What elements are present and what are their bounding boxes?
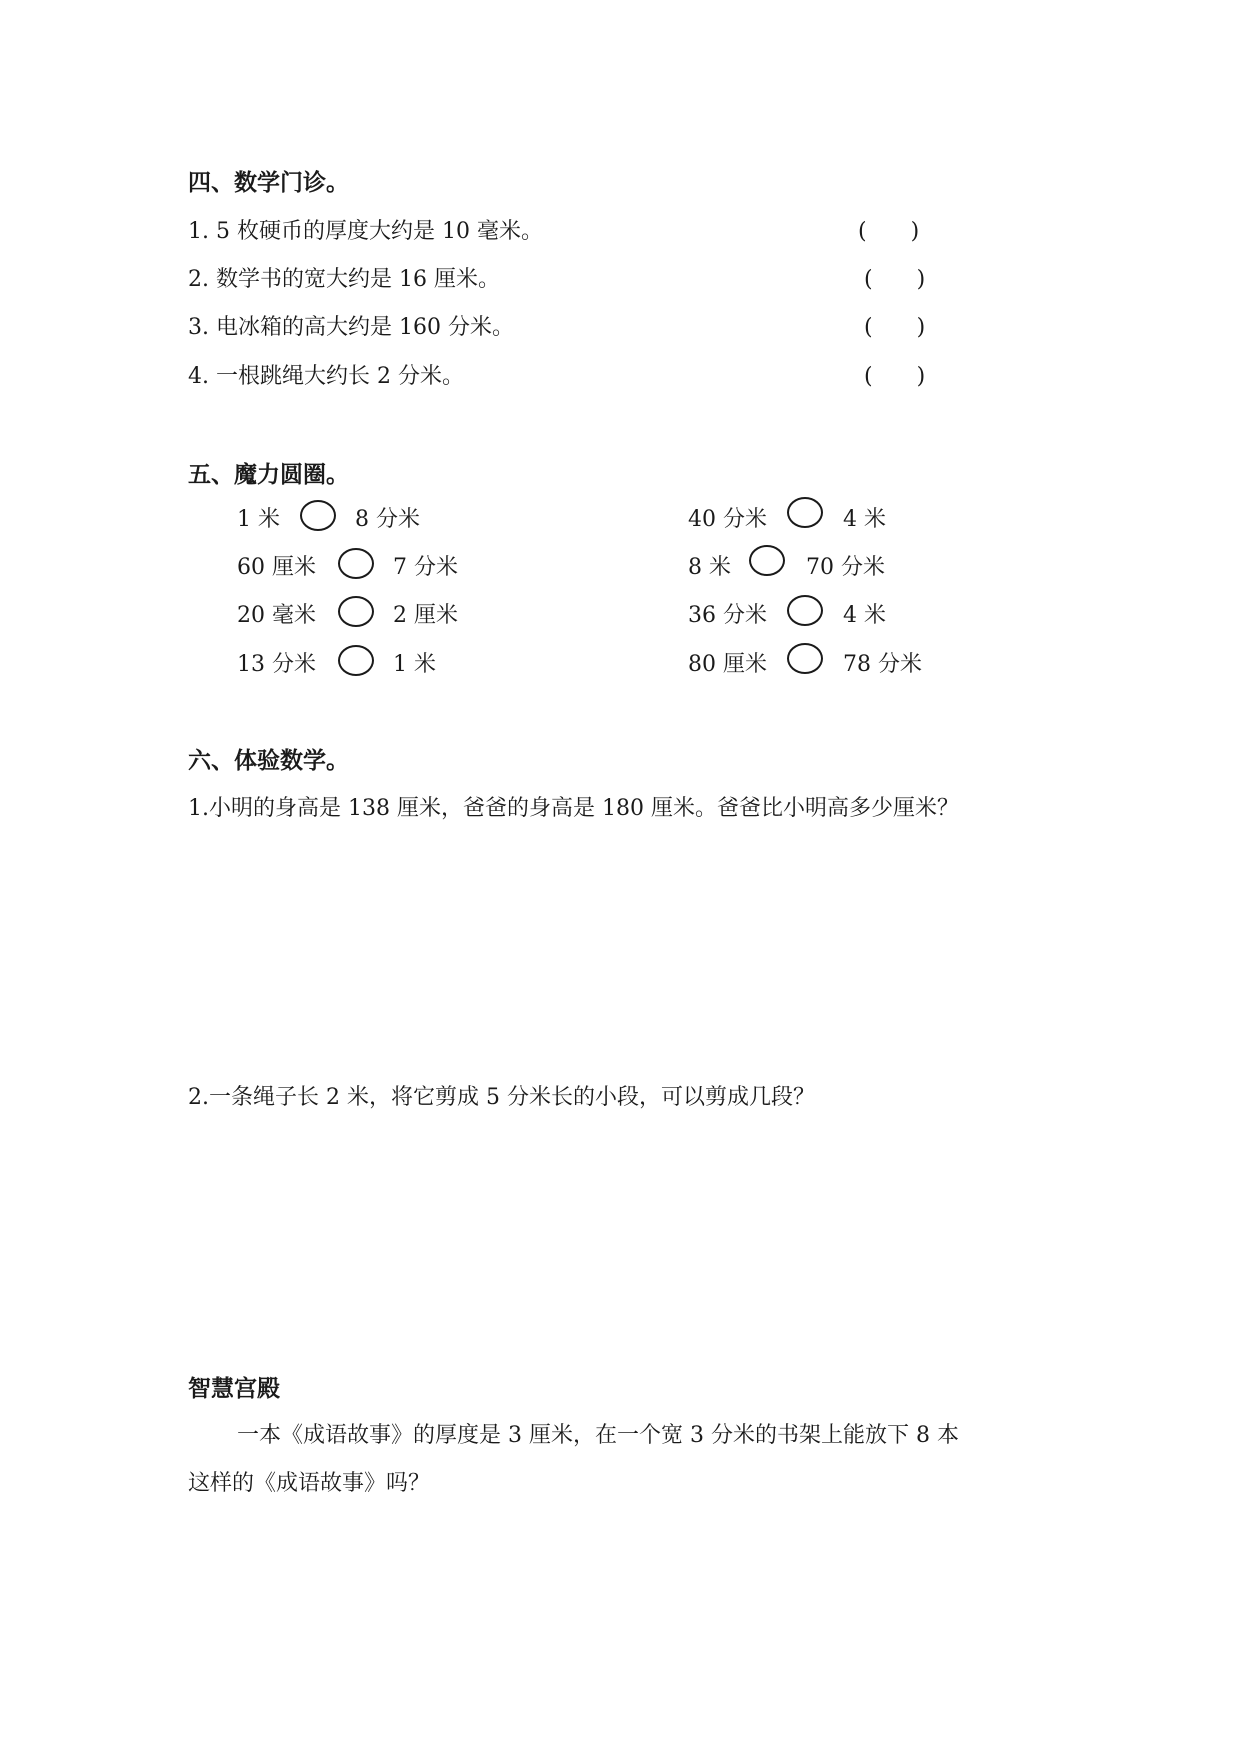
compare-right-3-a: 36 分米 (688, 603, 767, 628)
compare-left-2-a: 60 厘米 (237, 555, 316, 580)
section6-title: 六、体验数学。 (188, 748, 349, 774)
compare-left-4-b: 1 米 (393, 652, 436, 677)
section6-answer-area-2[interactable] (188, 1125, 1048, 1355)
compare-right-4-b: 78 分米 (843, 652, 922, 677)
compare-right-2-b: 70 分米 (806, 555, 885, 580)
compare-left-3-a: 20 毫米 (237, 603, 316, 628)
section4-answer-3[interactable]: ( ) (864, 315, 926, 340)
bonus-text-line-1: 一本《成语故事》的厚度是 3 厘米，在一个宽 3 分米的书架上能放下 8 本 (237, 1423, 959, 1448)
compare-right-4-circle[interactable] (787, 643, 823, 674)
compare-left-1-a: 1 米 (237, 507, 280, 532)
compare-right-2-circle[interactable] (749, 545, 785, 576)
section6-answer-area-1[interactable] (188, 835, 1048, 1075)
compare-right-2-a: 8 米 (688, 555, 731, 580)
compare-right-1-b: 4 米 (843, 507, 886, 532)
compare-left-4-circle[interactable] (338, 645, 374, 676)
compare-left-2-b: 7 分米 (393, 555, 458, 580)
compare-right-1-circle[interactable] (787, 497, 823, 528)
bonus-title: 智慧宫殿 (188, 1376, 280, 1402)
section4-item-3: 3. 电冰箱的高大约是 160 分米。 (188, 315, 514, 340)
compare-right-1-a: 40 分米 (688, 507, 767, 532)
section4-answer-2[interactable]: ( ) (864, 267, 926, 292)
bonus-text-line-2: 这样的《成语故事》吗？ (188, 1471, 431, 1496)
section4-item-1: 1. 5 枚硬币的厚度大约是 10 毫米。 (188, 219, 543, 244)
compare-left-4-a: 13 分米 (237, 652, 316, 677)
compare-left-3-b: 2 厘米 (393, 603, 458, 628)
compare-left-2-circle[interactable] (338, 548, 374, 579)
section4-answer-1[interactable]: ( ) (858, 219, 920, 244)
section6-question-1: 1.小明的身高是 138 厘米，爸爸的身高是 180 厘米。爸爸比小明高多少厘米？ (188, 796, 959, 821)
section4-item-2: 2. 数学书的宽大约是 16 厘米。 (188, 267, 500, 292)
section4-answer-4[interactable]: ( ) (864, 364, 926, 389)
section5-title: 五、魔力圆圈。 (188, 462, 349, 488)
section4-title: 四、数学门诊。 (188, 170, 349, 196)
compare-left-3-circle[interactable] (338, 596, 374, 627)
compare-left-1-b: 8 分米 (355, 507, 420, 532)
section4-item-4: 4. 一根跳绳大约长 2 分米。 (188, 364, 464, 389)
compare-right-3-circle[interactable] (787, 595, 823, 626)
compare-left-1-circle[interactable] (300, 500, 336, 531)
compare-right-4-a: 80 厘米 (688, 652, 767, 677)
section6-question-2: 2.一条绳子长 2 米，将它剪成 5 分米长的小段，可以剪成几段？ (188, 1085, 815, 1110)
compare-right-3-b: 4 米 (843, 603, 886, 628)
